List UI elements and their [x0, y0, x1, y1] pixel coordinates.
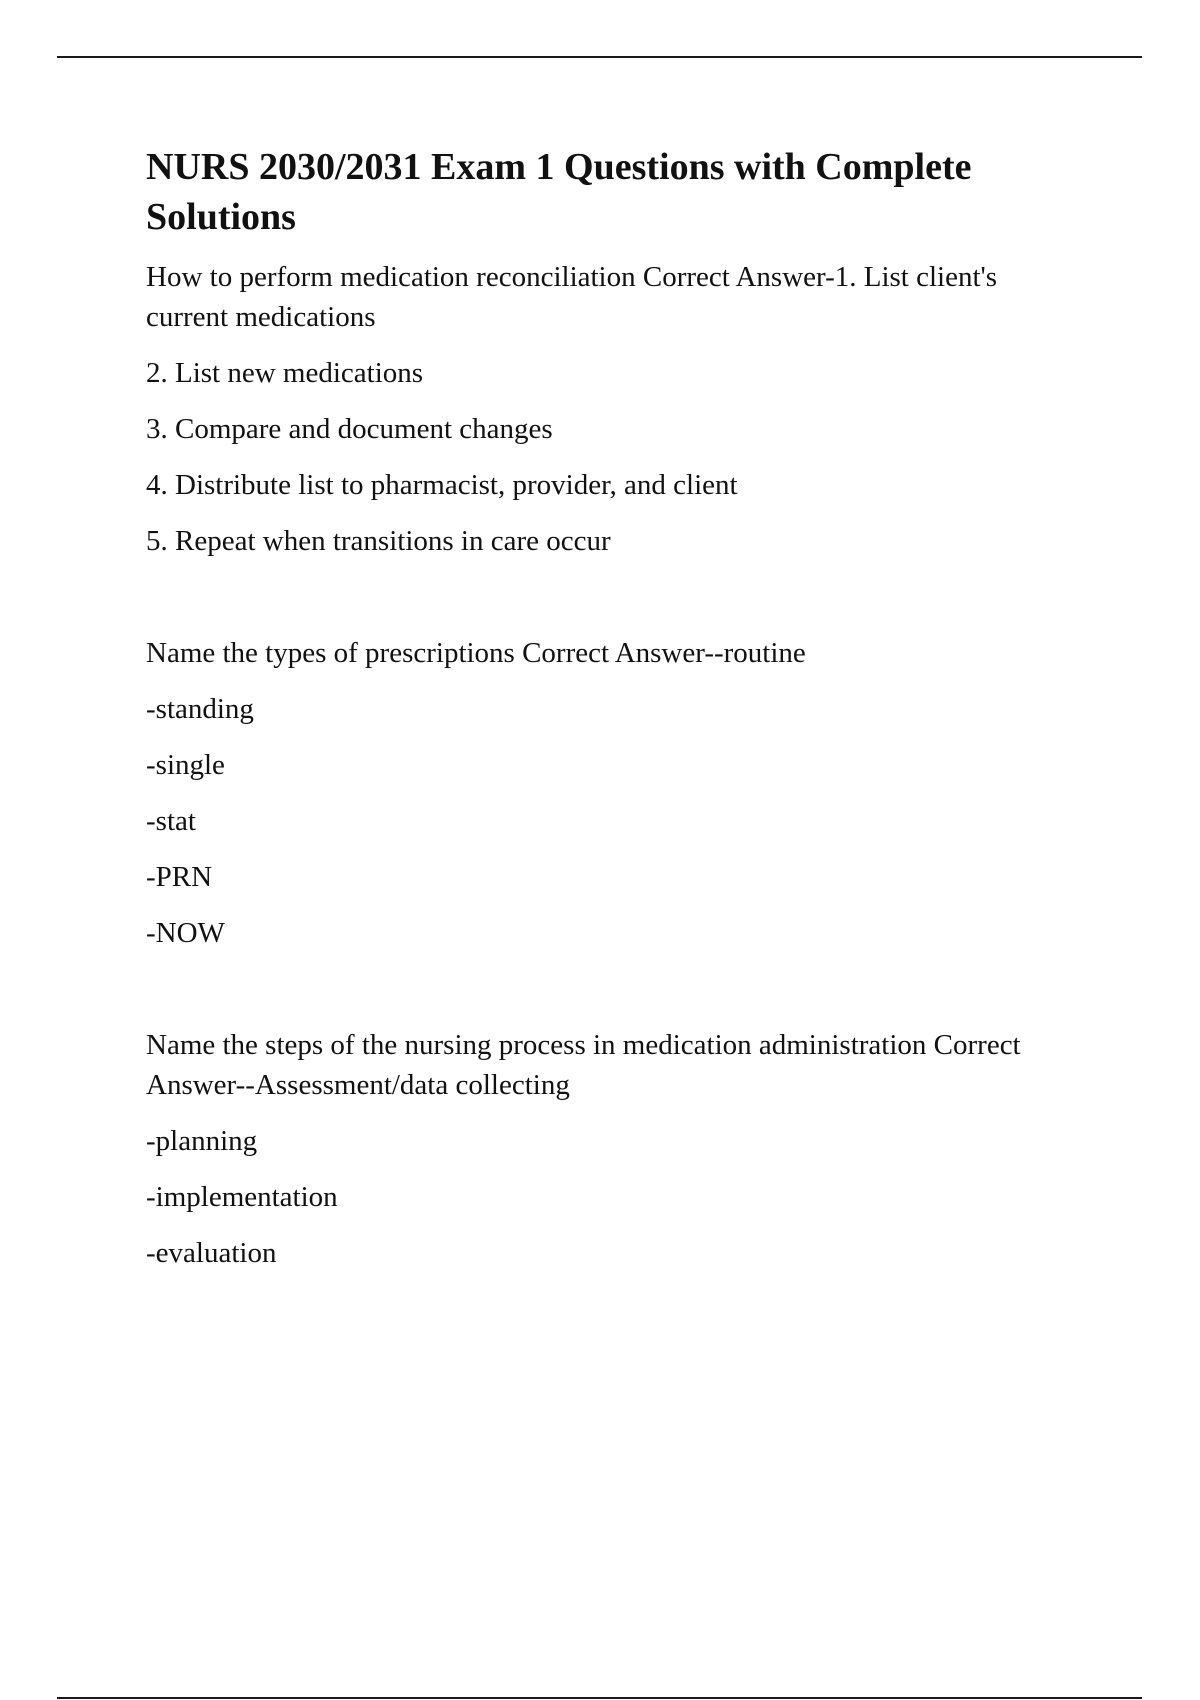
answer-line: 2. List new medications [146, 357, 424, 389]
title-line-1: NURS 2030/2031 Exam 1 Questions with Complete [146, 146, 972, 188]
document-body [146, 142, 1046, 1273]
answer-line: -single [146, 749, 225, 781]
answer-line: -standing [146, 693, 254, 725]
title-line-2: Solutions [146, 196, 296, 238]
qa-block-prescription-types [146, 633, 1046, 953]
question-text: Name the steps of the nursing process in medication administration Correct Answer--Assessment/data collecting [146, 1029, 1021, 1101]
answer-line: 5. Repeat when transitions in care occur [146, 525, 611, 557]
qa-block-nursing-process [146, 1025, 1046, 1273]
answer-line: -NOW [146, 917, 225, 949]
top-divider [57, 56, 1142, 58]
question-text: How to perform medication reconciliation Correct Answer-1. List client's current medications [146, 261, 998, 333]
bottom-divider [57, 1697, 1142, 1699]
answer-line: -PRN [146, 861, 213, 893]
answer-line: -evaluation [146, 1237, 277, 1269]
answer-line: 4. Distribute list to pharmacist, provider, and client [146, 469, 738, 501]
answer-line: -implementation [146, 1181, 338, 1213]
answer-line: -stat [146, 805, 196, 837]
answer-line: 3. Compare and document changes [146, 413, 553, 445]
document-title [146, 142, 1046, 242]
question-text: Name the types of prescriptions Correct Answer--routine [146, 637, 806, 669]
qa-block-medication-reconciliation [146, 257, 1046, 561]
answer-line: -planning [146, 1125, 258, 1157]
